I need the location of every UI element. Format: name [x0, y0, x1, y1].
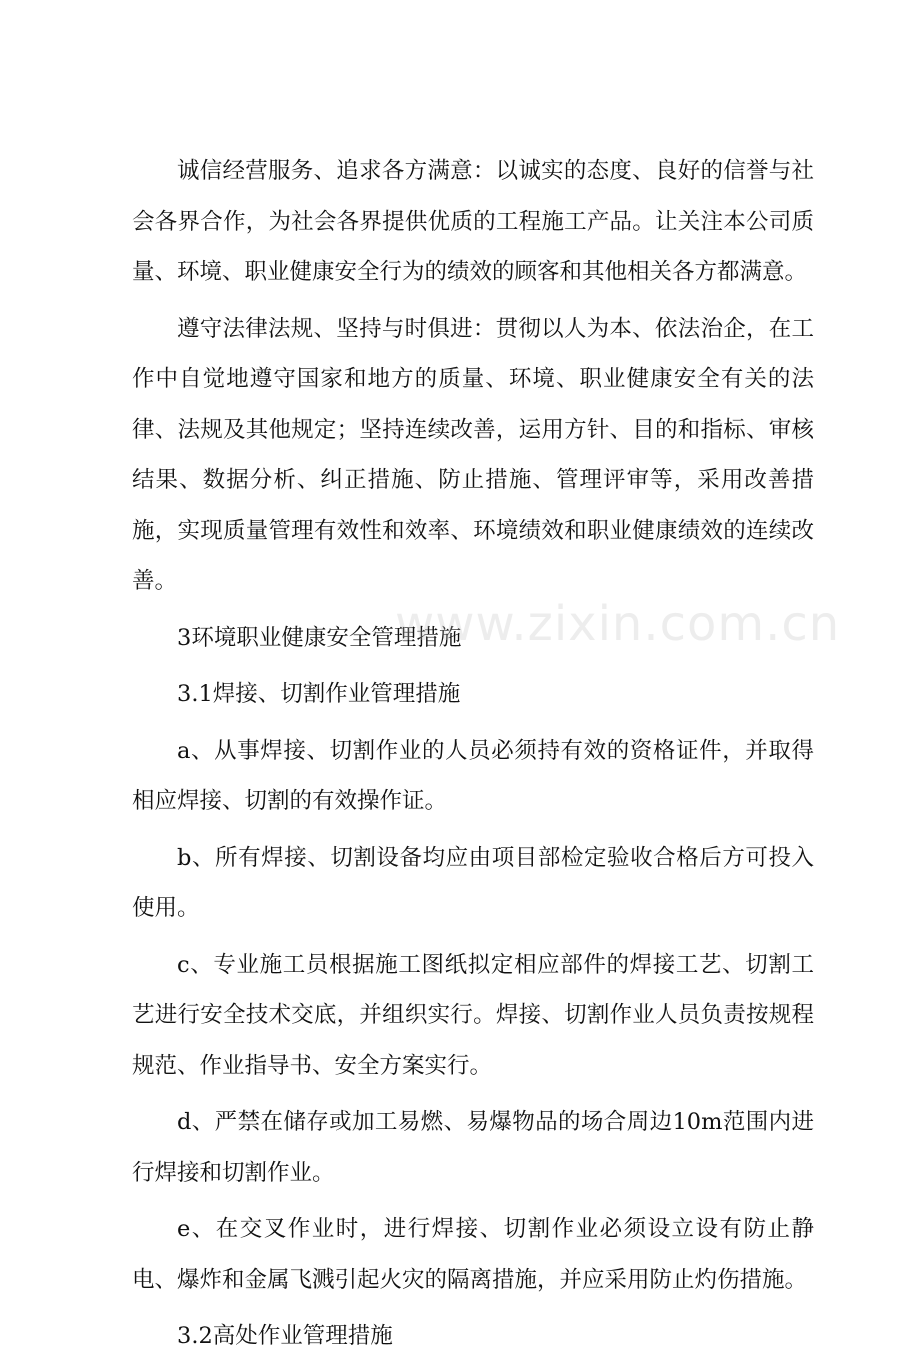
section-heading-3: 3环境职业健康安全管理措施: [177, 624, 462, 651]
list-item-a: a、从事焊接、切割作业的人员必须持有效的资格证件，并取得相应焊接、切割的有效操作证。: [132, 737, 814, 814]
paragraph-integrity-service: 诚信经营服务、追求各方满意：以诚实的态度、良好的信誉与社会各界合作，为社会各界提供优质的工程施工产品。让关注本公司质量、环境、职业健康安全行为的绩效的顾客和其他相关各方都满意。: [132, 158, 814, 285]
section-heading-3-1: 3.1焊接、切割作业管理措施: [177, 681, 461, 707]
watermark: www.zixin.com.cn: [395, 596, 841, 652]
document-body: [132, 146, 814, 1368]
list-item-c: c、专业施工员根据施工图纸拟定相应部件的焊接工艺、切割工艺进行安全技术交底，并组织实行。焊接、切割作业人员负责按规程规范、作业指导书、安全方案实行。: [132, 951, 814, 1079]
list-item-e: e、在交叉作业时，进行焊接、切割作业必须设立设有防止静电、爆炸和金属飞溅引起火灾的隔离措施，并应采用防止灼伤措施。: [132, 1216, 814, 1293]
list-item-b: b、所有焊接、切割设备均应由项目部检定验收合格后方可投入使用。: [132, 844, 814, 921]
paragraph-legal-compliance: 遵守法律法规、坚持与时俱进：贯彻以人为本、依法治企，在工作中自觉地遵守国家和地方的质量、环境、职业健康安全有关的法律、法规及其他规定；坚持连续改善，运用方针、目的和指标、审核结果、数据分析、纠正措施、防止措施、管理评审等，采用改善措施，实现质量管理有效性和效率、环境绩效和职业健康绩效的连续改善。: [132, 315, 814, 594]
list-item-d: d、严禁在储存或加工易燃、易爆物品的场合周边10m范围内进行焊接和切割作业。: [132, 1109, 814, 1186]
section-heading-3-2: 3.2高处作业管理措施: [177, 1323, 393, 1349]
